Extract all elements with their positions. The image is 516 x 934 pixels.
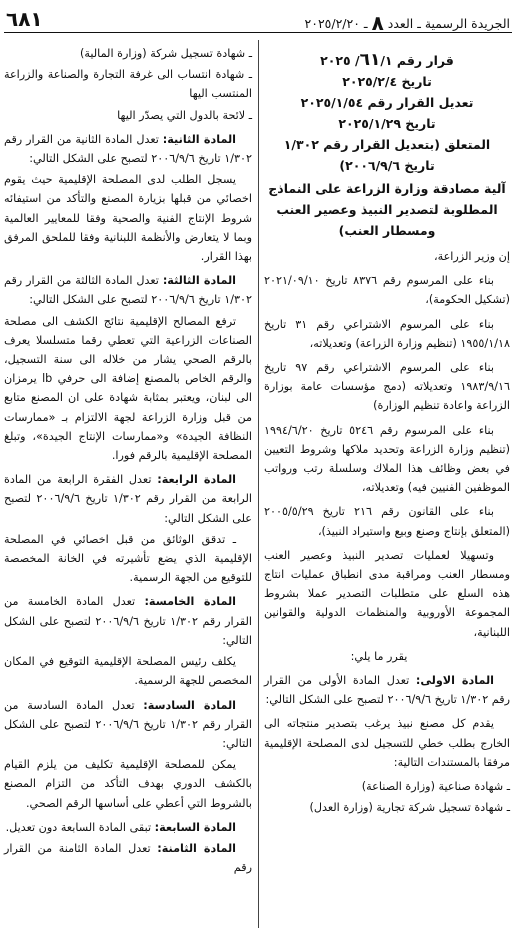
preamble-recital-1: بناء على المرسوم رقم ٨٣٧٦ تاريخ ٢٠٢١/٠٩/١٠ (تشكيل الحكومة)، <box>264 274 510 307</box>
article-5-body: يكلف رئيس المصلحة الإقليمية التوقيع في المكان المخصص للجهة الرسمية. <box>4 655 252 688</box>
article-6-body: يمكن للمصلحة الإقليمية تكليف من يلزم القيام بالكشف الدوري بهدف التأكد من التزام المصنع بالشروط التي أعطي على أساسها الرقم الصحي. <box>4 758 252 810</box>
decision-date: تاريخ ٢٠٢٥/٢/٤ <box>342 74 432 89</box>
article-3: المادة الثالثة: تعدل المادة الثالثة من القرار رقم ١/٣٠٢ تاريخ ٢٠٠٦/٩/٦ لتصبح على الشكل التالي: <box>4 274 252 307</box>
article-6: المادة السادسة: تعدل المادة السادسة من القرار رقم ١/٣٠٢ تاريخ ٢٠٠٦/٩/٦ لتصبح على الشكل التالي: <box>4 698 253 750</box>
amended-decision-number: تعديل القرار رقم ٢٠٢٥/١/٥٤ <box>300 95 474 110</box>
preamble-recital-4: بناء على المرسوم رقم ٥٢٤٦ تاريخ ١٩٩٤/٦/٢٠ (تنظيم وزارة الزراعة وتحديد ملاكها وشروط التعيين في بعض وظائف هذا الملاك وسلسلة رتب ورواتب الموظفين الفنيين فيه) وتعديلاته، <box>264 423 510 495</box>
decision-title: آلية مصادقة وزارة الزراعة على النماذج المطلوبة لتصدير النبيذ وعصير العنب ومسطار العنب) <box>268 181 506 238</box>
decision-number: قرار رقم ٦١/١/ ٢٠٢٥ <box>320 50 454 70</box>
page-number: ٦٨١ <box>6 7 43 31</box>
right-column <box>264 50 510 819</box>
article-8: المادة الثامنة: تعدل المادة الثامنة من القرار رقم <box>4 841 252 875</box>
article-3-body: ترفع المصالح الإقليمية نتائج الكشف الى مصلحة الصناعات الزراعية التي تعطي رقما متسلسلا يعرف بالرقم الصحي يشار من خلاله الى سنة التسجيل، والرقم الخاص بالمصنع إضافة الى حرفي lb يرمزان الى لبنان، ويعتبر بمثابة شهادة على ان المصنع متابع من قبل وزارة الزراعة لجهة الالتزام بـ «ممارسات النظافة الجيدة» و«ممارسات الإنتاج الجيدة»، وتبلغ المصلحة الإقليمية بالرقم فورا. <box>4 314 252 463</box>
article-7: المادة السابعة: تبقى المادة السابعة دون تعديل. <box>5 820 236 834</box>
article-2-body: يسجل الطلب لدى المصلحة الإقليمية حيث يقوم اخصائي من قبلها بزيارة المصنع والتأكد من استيفائه شروط الإنتاج الفنية والصحية وفقا للمعايير العالمية وبما لا يتعارض والأنظمة اللبنانية وفقا للملحق المرفق بهذا القرار. <box>4 173 252 264</box>
document-item: ـ شهادة تسجيل شركة تجارية (وزارة العدل) <box>309 801 510 815</box>
preamble-recital-3: بناء على المرسوم الاشتراعي رقم ٩٧ تاريخ ١٩٨٣/٩/١٦ وتعديلاته (دمج مؤسسات عامة بوزارة الزراعة واعادة تنظيم الوزارة) <box>264 361 510 413</box>
document-item: ـ لائحة بالدول التي يصدّر اليها <box>117 108 252 122</box>
article-5: المادة الخامسة: تعدل المادة الخامسة من القرار رقم ١/٣٠٢ تاريخ ٢٠٠٦/٩/٦ لتصبح على الشكل التالي: <box>4 595 253 647</box>
document-item: ـ شهادة تسجيل شركة (وزارة المالية) <box>80 47 252 60</box>
page-header <box>4 6 512 33</box>
article-1: المادة الاولى: تعدل المادة الأولى من القرار رقم ١/٣٠٢ تاريخ ٢٠٠٦/٩/٦ لتصبح على الشكل التالي: <box>264 674 510 707</box>
preamble-recital-2: بناء على المرسوم الاشتراعي رقم ٣١ تاريخ ١٩٥٥/١/١٨ (تنظيم وزارة الزراعة) وتعديلاته، <box>264 317 510 350</box>
related-decision: المتعلق (بتعديل القرار رقم ١/٣٠٢ <box>283 137 491 152</box>
article-1-body: يقدم كل مصنع نبيذ يرغب بتصدير منتجاته الى الخارج بطلب خطي للتسجيل لدى المصلحة الإقليمية مرفقا بالمستندات التالية: <box>264 717 510 769</box>
journal-title <box>305 11 510 35</box>
related-decision-date: تاريخ ٢٠٠٦/٩/٦) <box>339 158 435 173</box>
issue-date: ـ ٢٠٢٥/٢/٢٠ <box>304 16 368 31</box>
document-item: ـ شهادة صناعية (وزارة الصناعة) <box>361 780 510 794</box>
amended-decision-date: تاريخ ٢٠٢٥/١/٢٩ <box>338 116 436 131</box>
column-divider <box>258 40 259 928</box>
preamble-recital-6: وتسهيلا لعمليات تصدير النبيذ وعصير العنب ومسطار العنب ومراقبة مدى انطباق عمليات انتاج هذه السلع على متطلبات التصدير عملا بشروط المجموعة الأوروبية والمنظمات الدولية والقوانين اللبنانية، <box>264 548 510 639</box>
article-4-body: ـ تدقق الوثائق من قبل اخصائي في المصلحة الإقليمية الذي يضع تأشيرته في الخانة المخصصة للتوقيع من الجهة الرسمية. <box>4 532 252 585</box>
article-2: المادة الثانية: تعدل المادة الثانية من القرار رقم ١/٣٠٢ تاريخ ٢٠٠٦/٩/٦ لتصبح على الشكل التالي: <box>4 132 252 166</box>
journal-name: الجريدة الرسمية ـ العدد <box>387 16 510 31</box>
document-item: ـ شهادة انتساب الى غرفة التجارة والصناعة والزراعة المنتسب اليها <box>4 68 252 101</box>
preamble-recital-5: بناء على القانون رقم ٢١٦ تاريخ ٢٠٠٥/٥/٢٩ (المتعلق بإنتاج وصنع وبيع واستيراد النبيذ)، <box>264 505 510 538</box>
preamble-minister: إن وزير الزراعة، <box>433 250 510 263</box>
article-4: المادة الرابعة: تعدل الفقرة الرابعة من المادة الرابعة من القرار رقم ١/٣٠٢ تاريخ ٢٠٠٦/٩/٦ لتصبح على الشكل التالي: <box>4 473 252 525</box>
left-column <box>4 44 252 879</box>
decides-heading: يقرر ما يلي: <box>350 649 408 663</box>
issue-number: ٨ <box>371 11 384 35</box>
